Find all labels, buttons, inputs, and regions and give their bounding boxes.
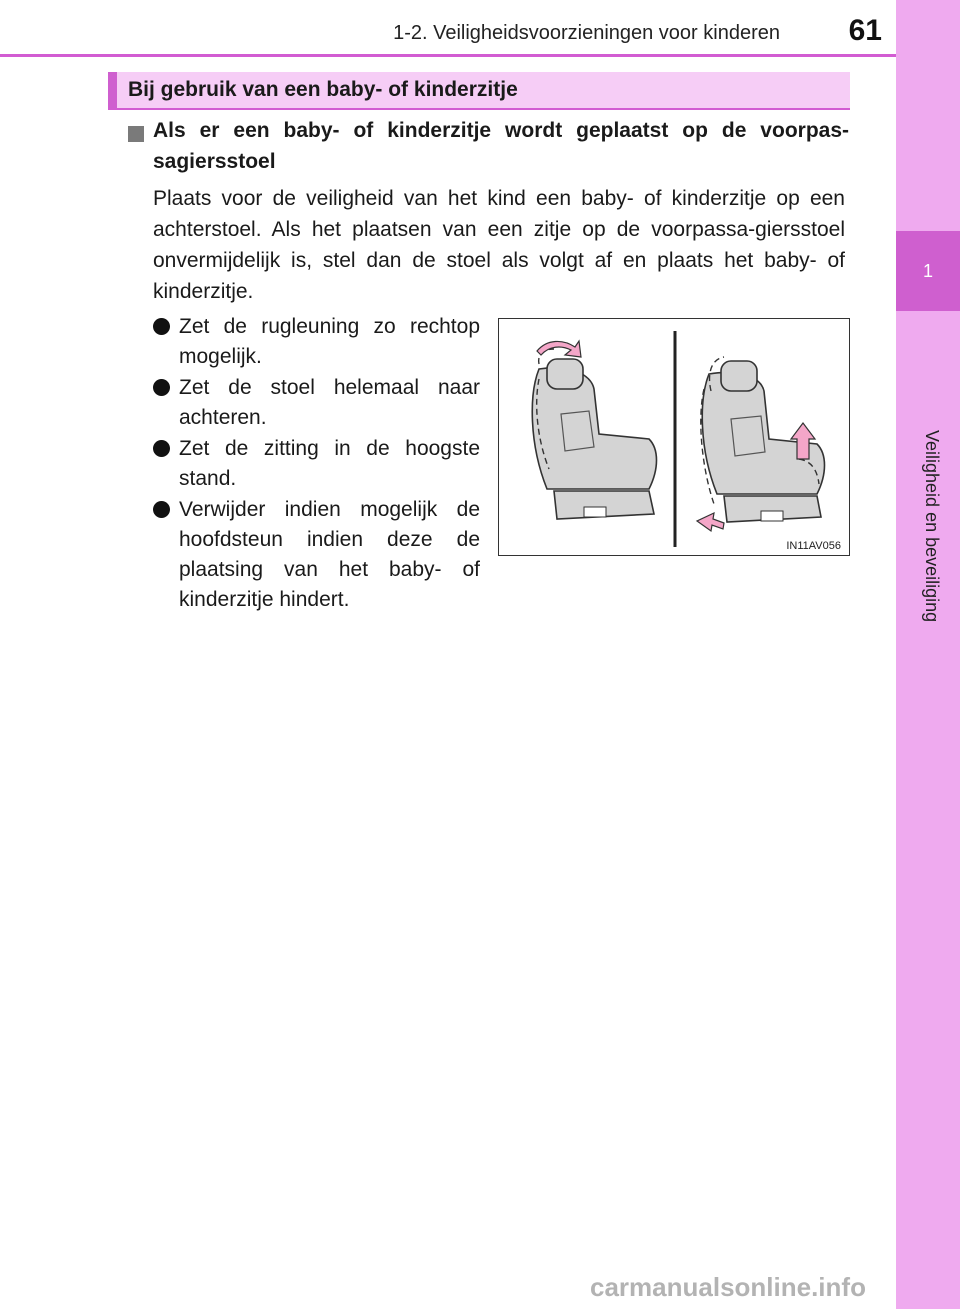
- body-paragraph: Plaats voor de veiligheid van het kind een baby- of kinderzitje op een achterstoel. Als het plaatsen van een zitje op de voorpassa-giersstoel onvermijdelijk is, stel dan de stoel als volgt af en plaats het baby- of kinderzitje.: [153, 187, 845, 303]
- bullet-dot-icon: [153, 379, 170, 396]
- bullet-item: [153, 434, 480, 494]
- bullet-item: [153, 373, 480, 433]
- bullet-text: Zet de stoel helemaal naar achteren.: [179, 376, 480, 429]
- bullet-dot-icon: [153, 501, 170, 518]
- header-divider: [0, 54, 896, 57]
- section-banner-bar: [108, 72, 117, 108]
- bullet-item: [153, 312, 480, 372]
- bullet-dot-icon: [153, 440, 170, 457]
- subheading-square-icon: [128, 126, 144, 142]
- watermark: carmanualsonline.info: [590, 1272, 866, 1302]
- slide-back-arrow-icon: [697, 513, 724, 531]
- seat-adjustment-figure: [498, 318, 850, 556]
- seat-illustration: [499, 319, 849, 555]
- chapter-title: Veiligheid en beveiliging: [922, 430, 942, 623]
- section-banner: [108, 72, 850, 110]
- section-title: Bij gebruik van een baby- of kinderzitje: [128, 78, 518, 101]
- page-number: 61: [848, 14, 882, 47]
- bullet-text: Verwijder indien mogelijk de hoofdsteun indien deze de plaatsing van het baby- of kinderzitje hindert.: [179, 498, 480, 611]
- chapter-number-tab[interactable]: 1: [896, 231, 960, 311]
- running-header: 1-2. Veiligheidsvoorzieningen voor kinderen: [393, 22, 780, 44]
- subheading: Als er een baby- of kinderzitje wordt geplaatst op de voorpas-sagiersstoel: [153, 119, 849, 173]
- bullet-text: Zet de rugleuning zo rechtop mogelijk.: [179, 315, 480, 368]
- bullet-item: [153, 495, 480, 615]
- bullet-list: [153, 312, 480, 616]
- figure-code: IN11AV056: [786, 540, 841, 552]
- bullet-text: Zet de zitting in de hoogste stand.: [179, 437, 480, 490]
- bullet-dot-icon: [153, 318, 170, 335]
- recline-arrow-icon: [537, 341, 581, 357]
- left-seat-icon: [532, 349, 656, 519]
